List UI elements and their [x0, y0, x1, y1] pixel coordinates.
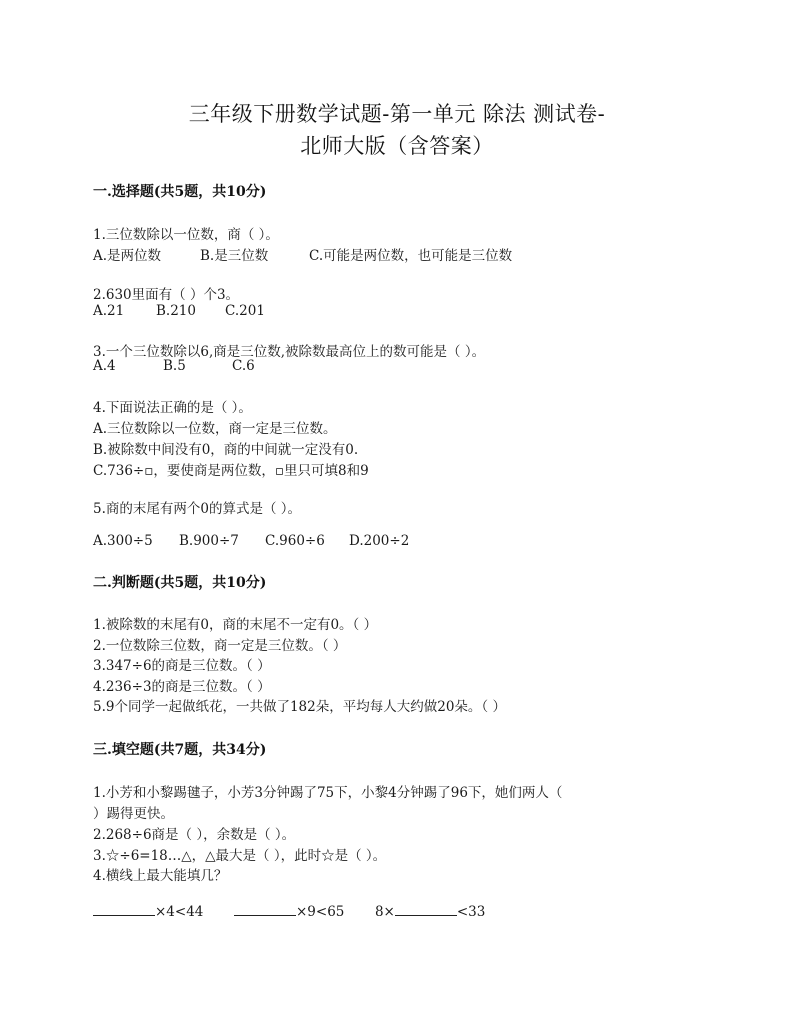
question-3-options	[93, 358, 255, 374]
page-title-line2: 北师大版（含答案）	[300, 134, 494, 158]
section-heading-judgement: 二.判断题(共5题，共10分)	[93, 575, 267, 591]
option-b: B.5	[163, 358, 186, 374]
expression-1: ×4<44	[155, 904, 204, 920]
option-d: D.200÷2	[349, 533, 410, 549]
question-4-option-b: B.被除数中间没有0，商的中间就一定没有0.	[93, 442, 359, 458]
question-5-options	[93, 533, 409, 549]
fill-question-1-line2: ）踢得更快。	[93, 806, 174, 822]
fill-question-2: 2.268÷6商是（ ），余数是（ ）。	[93, 827, 296, 843]
fill-question-1-line1: 1.小芳和小黎踢毽子，小芳3分钟踢了75下，小黎4分钟踢了96下，她们两人（	[93, 785, 563, 801]
question-5-stem: 5.商的末尾有两个0的算式是（ ）。	[93, 501, 302, 517]
question-2-options	[93, 303, 265, 319]
question-2-stem: 2.630里面有（ ）个3。	[93, 287, 240, 303]
judgement-item-2: 2.一位数除三位数，商一定是三位数。（ ）	[93, 638, 347, 654]
answer-blank[interactable]	[93, 902, 155, 916]
option-c: C.可能是两位数，也可能是三位数	[309, 248, 513, 264]
section-heading-fill-blank: 三.填空题(共7题，共34分)	[93, 742, 267, 758]
question-1-stem: 1.三位数除以一位数，商（ ）。	[93, 227, 279, 243]
fill-question-4-blanks	[93, 902, 485, 920]
page-title-line1: 三年级下册数学试题-第一单元 除法 测试卷-	[188, 102, 606, 126]
expression-3-prefix: 8×	[374, 904, 395, 920]
option-a: A.300÷5	[93, 533, 153, 549]
judgement-item-4: 4.236÷3的商是三位数。（ ）	[93, 679, 271, 695]
question-4-option-c: C.736÷▫，要使商是两位数，▫里只可填8和9	[93, 463, 369, 479]
expression-2: ×9<65	[295, 904, 345, 920]
option-c: C.201	[225, 303, 265, 319]
answer-blank[interactable]	[395, 902, 457, 916]
fill-question-4: 4.横线上最大能填几？	[93, 868, 228, 884]
question-4-option-a: A.三位数除以一位数，商一定是三位数。	[93, 421, 337, 437]
option-a: A.是两位数	[93, 248, 162, 264]
question-4-stem: 4.下面说法正确的是（ ）。	[93, 400, 252, 416]
option-c: C.960÷6	[265, 533, 325, 549]
fill-question-3: 3.☆÷6=18…△，△最大是（ ），此时☆是（ ）。	[93, 848, 387, 864]
judgement-item-5: 5.9个同学一起做纸花，一共做了182朵，平均每人大约做20朵。（ ）	[93, 699, 506, 715]
option-c: C.6	[232, 358, 255, 374]
judgement-item-3: 3.347÷6的商是三位数。（ ）	[93, 658, 271, 674]
question-1-options	[93, 244, 512, 264]
section-heading-choice: 一.选择题(共5题，共10分)	[93, 184, 267, 200]
answer-blank[interactable]	[234, 902, 296, 916]
option-b: B.900÷7	[179, 533, 239, 549]
option-a: A.21	[93, 303, 125, 319]
judgement-item-1: 1.被除数的末尾有0，商的末尾不一定有0。（ ）	[93, 617, 378, 633]
option-b: B.是三位数	[200, 248, 269, 264]
expression-3-suffix: <33	[456, 904, 486, 920]
question-3-stem: 3.一个三位数除以6,商是三位数,被除数最高位上的数可能是（ ）。	[93, 344, 486, 360]
option-a: A.4	[93, 358, 116, 374]
option-b: B.210	[156, 303, 196, 319]
